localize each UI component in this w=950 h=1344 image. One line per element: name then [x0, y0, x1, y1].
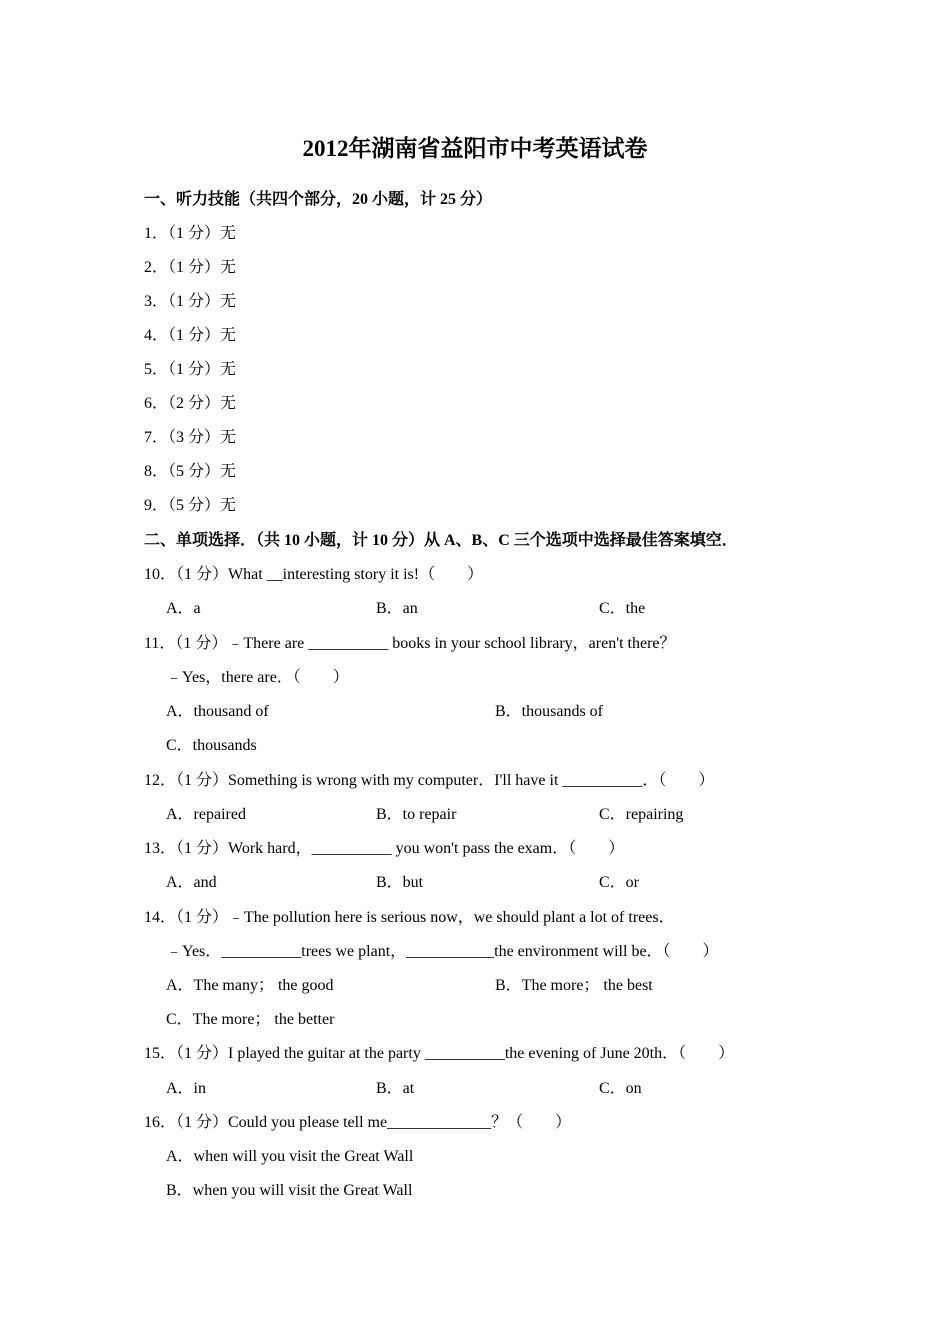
q10-option-b: B．an [376, 600, 418, 617]
q11-option-b: B．thousands of [495, 703, 604, 720]
q16-option-a: A．when will you visit the Great Wall [166, 1148, 414, 1165]
q15-option-c: C．on [599, 1080, 642, 1097]
list-item: 3．（1 分）无 [144, 293, 237, 310]
list-item: 9．（5 分）无 [144, 497, 237, 514]
question-13-stem: 13．（1 分）Work hard，__________ you won't pass the exam．（ ） [144, 840, 625, 857]
question-16-stem: 16．（1 分）Could you please tell me_____________？（ ） [144, 1114, 572, 1131]
q10-option-a: A．a [166, 600, 201, 617]
q12-option-b: B．to repair [376, 806, 457, 823]
question-14-stem: 14．（1 分）﹣The pollution here is serious now，we should plant a lot of trees． [144, 909, 675, 926]
section2-heading: 二、单项选择．（共 10 小题，计 10 分）从 A、B、C 三个选项中选择最佳答案填空． [144, 532, 738, 549]
list-item: 5．（1 分）无 [144, 361, 237, 378]
q14-option-c: C．The more； the better [166, 1011, 335, 1028]
list-item: 4．（1 分）无 [144, 327, 237, 344]
list-item: 2．（1 分）无 [144, 259, 237, 276]
q13-option-a: A．and [166, 874, 217, 891]
q11-option-a: A．thousand of [166, 703, 269, 720]
list-item: 6．（2 分）无 [144, 395, 237, 412]
q16-option-b: B．when you will visit the Great Wall [166, 1182, 413, 1199]
question-11-stem: 11．（1 分）﹣There are __________ books in your school library，aren't there？ [144, 635, 676, 652]
q13-option-b: B．but [376, 874, 424, 891]
q13-option-c: C．or [599, 874, 640, 891]
list-item: 7．（3 分）无 [144, 429, 237, 446]
question-10-stem: 10．（1 分）What __interesting story it is!（ ） [144, 566, 484, 583]
q14-option-a: A．The many； the good [166, 977, 334, 994]
q12-option-a: A．repaired [166, 806, 246, 823]
question-12-stem: 12．（1 分）Something is wrong with my computer．I'll have it __________．（ ） [144, 772, 715, 789]
q14-option-b: B．The more； the best [495, 977, 653, 994]
section1-heading: 一、听力技能（共四个部分，20 小题，计 25 分） [144, 191, 493, 208]
question-15-stem: 15．（1 分）I played the guitar at the party __________the evening of June 20th．（ ） [144, 1045, 735, 1062]
question-11-reply: ﹣Yes，there are．（ ） [166, 669, 349, 686]
q10-option-c: C．the [599, 600, 646, 617]
q11-option-c: C．thousands [166, 737, 257, 754]
q15-option-b: B．at [376, 1080, 415, 1097]
question-14-reply: ﹣Yes．__________trees we plant，___________the environment will be．（ ） [166, 943, 719, 960]
page-title: 2012年湖南省益阳市中考英语试卷 [302, 136, 648, 161]
list-item: 8．（5 分）无 [144, 463, 237, 480]
q12-option-c: C．repairing [599, 806, 684, 823]
list-item: 1．（1 分）无 [144, 225, 237, 242]
q15-option-a: A．in [166, 1080, 207, 1097]
